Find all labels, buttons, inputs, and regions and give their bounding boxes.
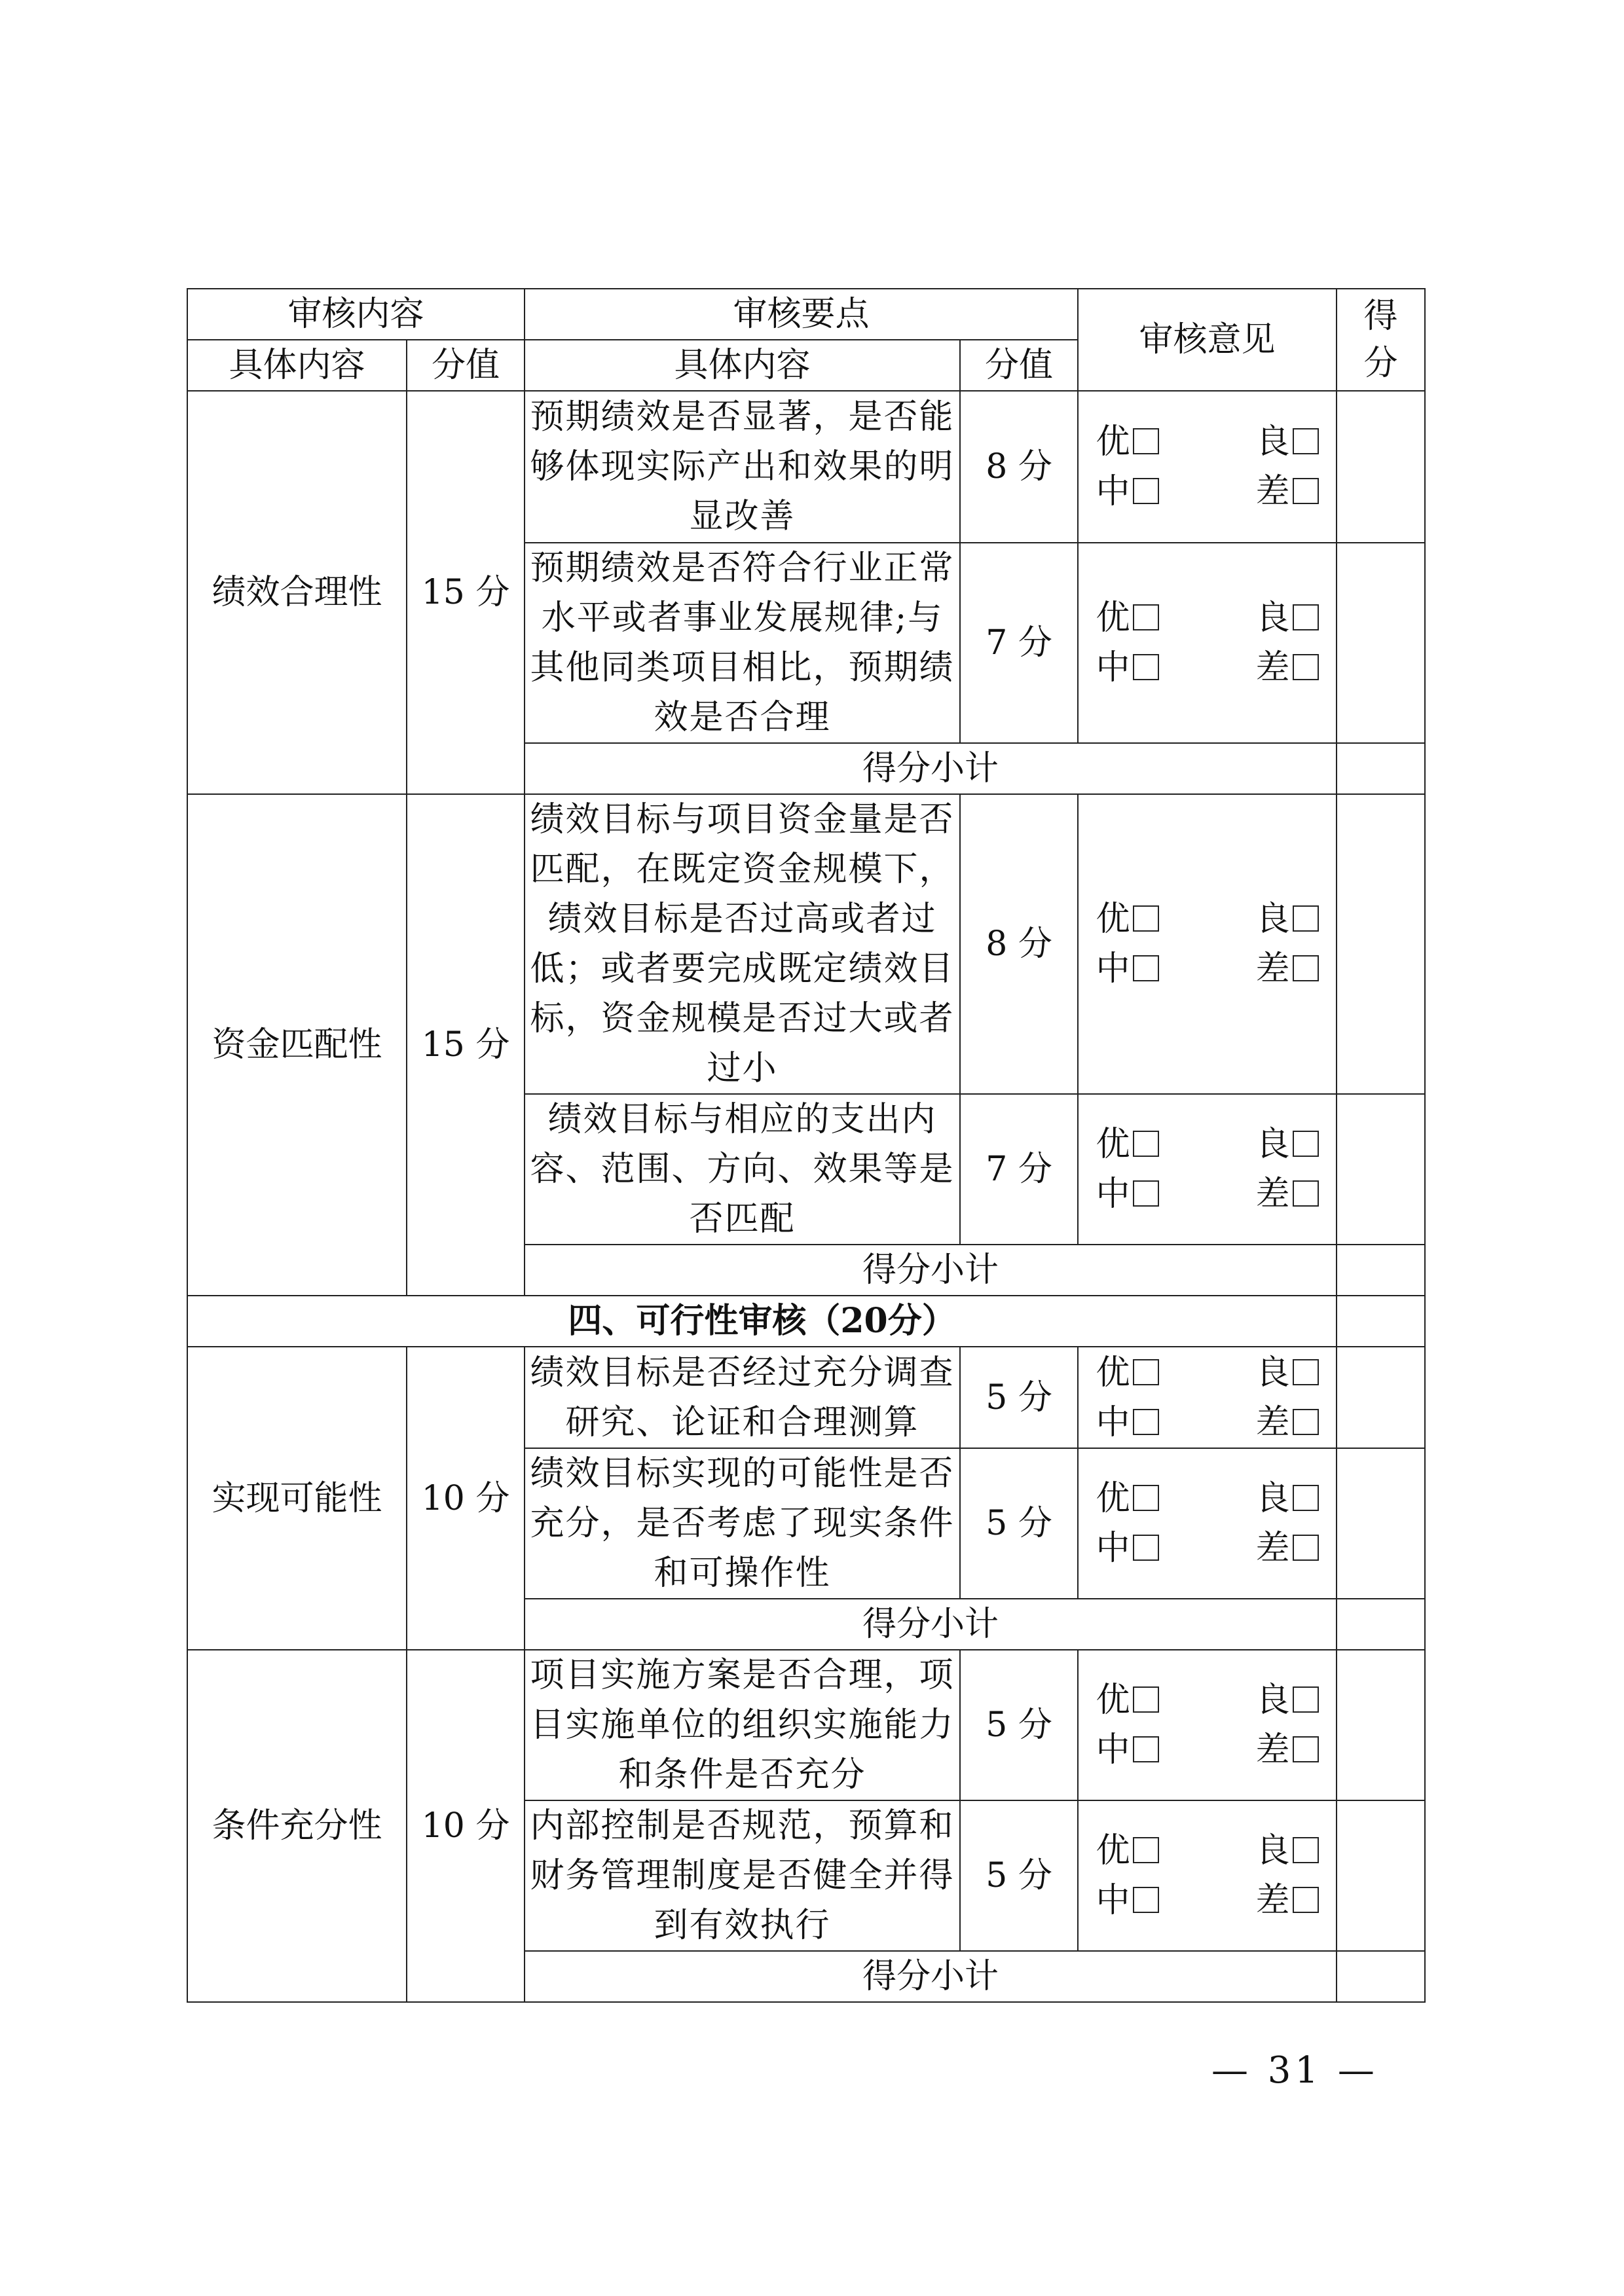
opinion-medium[interactable]: 中 — [1096, 1398, 1208, 1448]
opinion-medium[interactable]: 中 — [1096, 1876, 1208, 1925]
item-text: 项目实施方案是否合理，项目实施单位的组织实施能力和条件是否充分 — [525, 1650, 960, 1800]
opinion-good[interactable]: 良 — [1208, 1826, 1319, 1876]
item-value: 5 分 — [960, 1650, 1078, 1800]
header-audit-content: 审核内容 — [187, 289, 525, 340]
subtotal-score[interactable] — [1337, 1599, 1425, 1650]
score-cell[interactable] — [1337, 1800, 1425, 1951]
group-points: 15 分 — [407, 391, 525, 794]
opinion-good[interactable]: 良 — [1208, 1675, 1319, 1725]
opinion-cell — [1078, 1094, 1337, 1245]
score-cell[interactable] — [1337, 1094, 1425, 1245]
opinion-cell — [1078, 1347, 1337, 1448]
opinion-poor[interactable]: 差 — [1208, 1725, 1319, 1775]
score-cell[interactable] — [1337, 1347, 1425, 1448]
opinion-medium[interactable]: 中 — [1096, 944, 1208, 994]
review-table — [187, 288, 1426, 2003]
item-text: 内部控制是否规范，预算和财务管理制度是否健全并得到有效执行 — [525, 1800, 960, 1951]
group-name: 条件充分性 — [187, 1650, 407, 2002]
opinion-cell — [1078, 543, 1337, 743]
header-point-content: 具体内容 — [525, 340, 960, 391]
opinion-good[interactable]: 良 — [1208, 417, 1319, 467]
opinion-medium[interactable]: 中 — [1096, 1169, 1208, 1219]
opinion-good[interactable]: 良 — [1208, 1474, 1319, 1523]
opinion-excellent[interactable]: 优 — [1096, 417, 1208, 467]
item-text: 绩效目标实现的可能性是否充分，是否考虑了现实条件和可操作性 — [525, 1448, 960, 1599]
opinion-poor[interactable]: 差 — [1208, 1523, 1319, 1573]
group-points: 10 分 — [407, 1650, 525, 2002]
opinion-medium[interactable]: 中 — [1096, 643, 1208, 693]
item-text: 预期绩效是否显著，是否能够体现实际产出和效果的明显改善 — [525, 391, 960, 543]
score-cell[interactable] — [1337, 543, 1425, 743]
opinion-excellent[interactable]: 优 — [1096, 593, 1208, 643]
section-score[interactable] — [1337, 1296, 1425, 1347]
group-name: 资金匹配性 — [187, 794, 407, 1296]
opinion-cell — [1078, 794, 1337, 1094]
opinion-cell — [1078, 1800, 1337, 1951]
group-name: 绩效合理性 — [187, 391, 407, 794]
opinion-good[interactable]: 良 — [1208, 593, 1319, 643]
subtotal-label: 得分小计 — [525, 743, 1337, 794]
opinion-medium[interactable]: 中 — [1096, 467, 1208, 517]
opinion-poor[interactable]: 差 — [1208, 1169, 1319, 1219]
item-value: 8 分 — [960, 794, 1078, 1094]
group-points: 15 分 — [407, 794, 525, 1296]
subtotal-label: 得分小计 — [525, 1599, 1337, 1650]
item-text: 预期绩效是否符合行业正常水平或者事业发展规律;与其他同类项目相比，预期绩效是否合理 — [525, 543, 960, 743]
header-audit-opinion: 审核意见 — [1078, 289, 1337, 391]
opinion-medium[interactable]: 中 — [1096, 1725, 1208, 1775]
item-text: 绩效目标是否经过充分调查研究、论证和合理测算 — [525, 1347, 960, 1448]
item-value: 7 分 — [960, 1094, 1078, 1245]
opinion-excellent[interactable]: 优 — [1096, 1474, 1208, 1523]
header-score-value: 分值 — [407, 340, 525, 391]
opinion-poor[interactable]: 差 — [1208, 944, 1319, 994]
subtotal-label: 得分小计 — [525, 1245, 1337, 1296]
item-text: 绩效目标与项目资金量是否匹配，在既定资金规模下，绩效目标是否过高或者过低；或者要完成既定绩效目标，资金规模是否过大或者过小 — [525, 794, 960, 1094]
page-number: — 31 — — [1211, 2049, 1378, 2092]
opinion-excellent[interactable]: 优 — [1096, 1120, 1208, 1169]
subtotal-score[interactable] — [1337, 1951, 1425, 2002]
score-cell[interactable] — [1337, 1650, 1425, 1800]
score-cell[interactable] — [1337, 391, 1425, 543]
opinion-poor[interactable]: 差 — [1208, 1398, 1319, 1448]
opinion-poor[interactable]: 差 — [1208, 467, 1319, 517]
header-specific-content: 具体内容 — [187, 340, 407, 391]
score-cell[interactable] — [1337, 1448, 1425, 1599]
subtotal-score[interactable] — [1337, 1245, 1425, 1296]
opinion-excellent[interactable]: 优 — [1096, 1826, 1208, 1876]
item-value: 8 分 — [960, 391, 1078, 543]
group-name: 实现可能性 — [187, 1347, 407, 1650]
item-text: 绩效目标与相应的支出内容、范围、方向、效果等是否匹配 — [525, 1094, 960, 1245]
header-audit-points: 审核要点 — [525, 289, 1078, 340]
header-point-value: 分值 — [960, 340, 1078, 391]
group-points: 10 分 — [407, 1347, 525, 1650]
opinion-medium[interactable]: 中 — [1096, 1523, 1208, 1573]
opinion-cell — [1078, 1650, 1337, 1800]
opinion-excellent[interactable]: 优 — [1096, 1348, 1208, 1398]
section-heading: 四、可行性审核（20分） — [187, 1296, 1337, 1347]
opinion-cell — [1078, 391, 1337, 543]
score-cell[interactable] — [1337, 794, 1425, 1094]
opinion-good[interactable]: 良 — [1208, 1348, 1319, 1398]
subtotal-label: 得分小计 — [525, 1951, 1337, 2002]
opinion-good[interactable]: 良 — [1208, 1120, 1319, 1169]
opinion-poor[interactable]: 差 — [1208, 1876, 1319, 1925]
header-score: 得分 — [1337, 289, 1425, 391]
item-value: 5 分 — [960, 1347, 1078, 1448]
opinion-excellent[interactable]: 优 — [1096, 894, 1208, 944]
item-value: 5 分 — [960, 1448, 1078, 1599]
opinion-excellent[interactable]: 优 — [1096, 1675, 1208, 1725]
item-value: 5 分 — [960, 1800, 1078, 1951]
subtotal-score[interactable] — [1337, 743, 1425, 794]
item-value: 7 分 — [960, 543, 1078, 743]
opinion-good[interactable]: 良 — [1208, 894, 1319, 944]
opinion-poor[interactable]: 差 — [1208, 643, 1319, 693]
opinion-cell — [1078, 1448, 1337, 1599]
